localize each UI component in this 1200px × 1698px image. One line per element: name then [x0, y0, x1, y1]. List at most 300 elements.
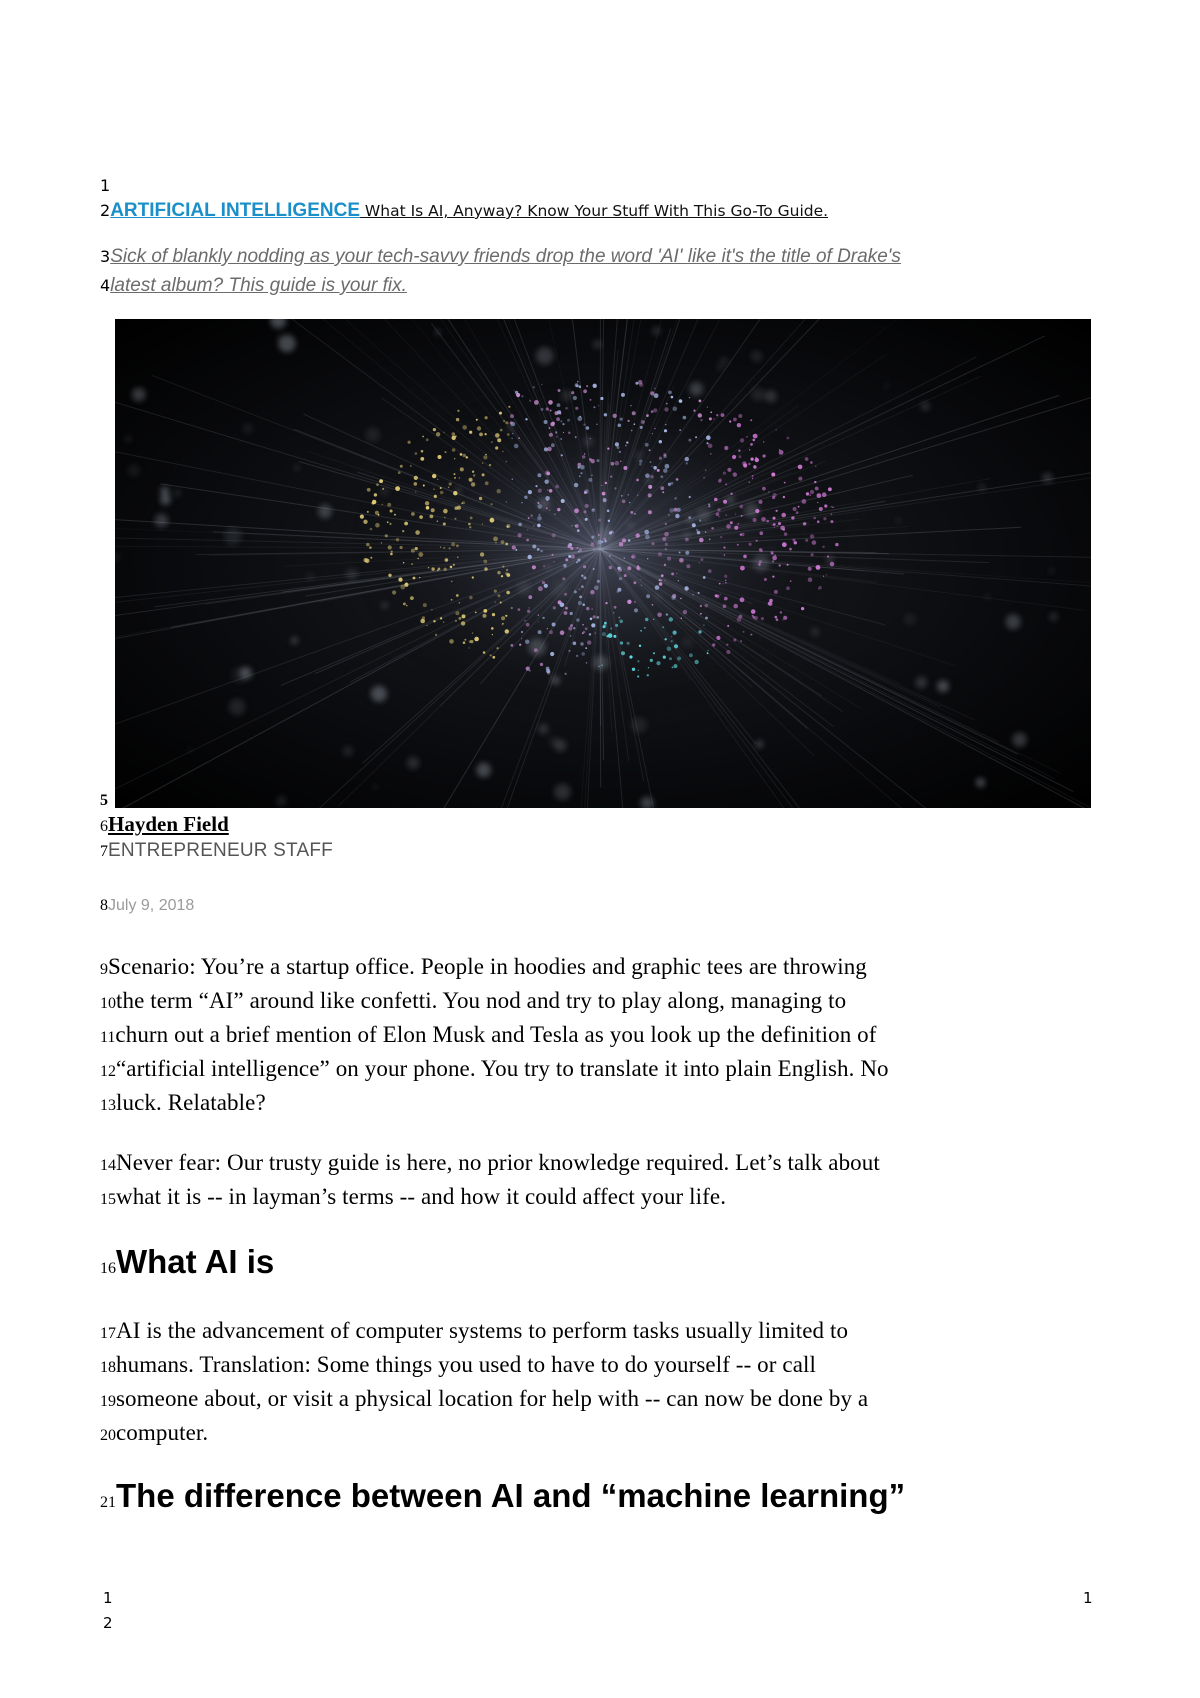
line-number: 6: [100, 818, 108, 835]
brain-particle: [822, 492, 827, 497]
brain-particle: [612, 531, 614, 533]
brain-particle: [718, 479, 722, 483]
brain-particle: [531, 514, 533, 516]
line-20: [100, 1420, 208, 1446]
brain-particle: [615, 461, 620, 466]
brain-particle: [375, 511, 379, 515]
brain-particle: [660, 475, 663, 478]
brain-particle: [636, 533, 640, 537]
brain-particle: [419, 515, 423, 519]
brain-particle: [518, 533, 522, 537]
brain-particle: [438, 455, 442, 459]
brain-particle: [707, 650, 709, 652]
brain-particle: [382, 488, 384, 490]
brain-particle: [537, 502, 539, 504]
line-2: [100, 200, 828, 222]
brain-particle: [507, 433, 510, 436]
bokeh-light: [717, 365, 722, 370]
brain-particle: [640, 630, 642, 632]
brain-particle: [749, 543, 752, 546]
brain-particle: [540, 550, 543, 553]
brain-particle: [562, 423, 564, 425]
brain-particle: [648, 493, 652, 497]
brain-particle: [666, 613, 668, 615]
brain-particle: [497, 489, 501, 493]
brain-particle: [469, 596, 472, 599]
brain-particle: [492, 613, 495, 616]
brain-particle: [494, 590, 497, 593]
line-number: 21: [100, 1494, 116, 1511]
brain-particle: [673, 407, 678, 412]
brain-particle: [415, 530, 420, 535]
dek-link[interactable]: Sick of blankly nodding as your tech-savvy friends drop the word 'AI' like it's the title of Drake's: [110, 246, 901, 267]
brain-particle: [726, 524, 731, 529]
brain-particle: [461, 503, 462, 504]
brain-particle: [683, 416, 687, 420]
brain-particle: [437, 479, 438, 480]
bokeh-light: [343, 746, 354, 757]
brain-particle: [724, 554, 726, 556]
brain-particle: [543, 565, 545, 567]
brain-particle: [784, 532, 787, 535]
brain-particle: [664, 564, 666, 566]
bokeh-light: [318, 505, 332, 519]
line-21: [100, 1477, 905, 1515]
footer-number-left: 1: [103, 1589, 113, 1607]
brain-particle: [743, 631, 745, 633]
brain-particle: [512, 545, 516, 549]
brain-particle: [827, 556, 829, 558]
brain-particle: [577, 381, 578, 382]
brain-particle: [390, 553, 393, 556]
brain-particle: [647, 674, 649, 676]
bokeh-light: [765, 390, 777, 402]
brain-particle: [578, 551, 580, 553]
line-10: [100, 988, 846, 1014]
line-number: 11: [100, 1029, 116, 1046]
brain-particle: [620, 641, 623, 644]
bokeh-light: [1006, 614, 1021, 629]
brain-particle: [634, 423, 636, 425]
bokeh-light: [976, 778, 985, 787]
brain-particle: [809, 494, 811, 496]
brain-particle: [754, 616, 758, 620]
brain-particle: [772, 556, 777, 561]
brain-particle: [733, 604, 738, 609]
brain-particle: [614, 487, 616, 489]
brain-particle: [647, 558, 648, 559]
brain-particle: [557, 508, 560, 511]
brain-particle: [497, 571, 500, 574]
brain-particle: [700, 419, 702, 421]
brain-particle: [583, 565, 586, 568]
brain-particle: [618, 617, 620, 619]
brain-particle: [585, 504, 589, 508]
brain-particle: [663, 469, 667, 473]
brain-particle: [699, 538, 704, 543]
brain-particle: [466, 456, 468, 458]
brain-particle: [798, 477, 802, 481]
brain-particle: [581, 652, 585, 656]
brain-particle: [568, 545, 571, 548]
line-17: [100, 1318, 848, 1344]
brain-particle: [780, 611, 782, 613]
brain-particle: [560, 438, 562, 440]
brain-particle: [644, 530, 649, 535]
brain-particle: [773, 523, 776, 526]
article-title-link[interactable]: What Is AI, Anyway? Know Your Stuff With This Go-To Guide.: [360, 202, 829, 220]
brain-particle: [526, 539, 529, 542]
brain-particle: [755, 458, 759, 462]
brain-particle: [568, 650, 570, 652]
brain-particle: [674, 497, 677, 500]
brain-particle: [754, 465, 756, 467]
brain-particle: [415, 491, 416, 492]
bokeh-light: [371, 686, 387, 702]
line-7: [100, 840, 333, 862]
brain-particle: [582, 455, 585, 458]
brain-particle: [759, 548, 762, 551]
brain-particle: [483, 560, 487, 564]
brain-particle: [823, 576, 824, 577]
brain-particle: [679, 399, 683, 403]
brain-particle: [586, 662, 588, 664]
dek-link-continued[interactable]: latest album? This guide is your fix.: [110, 275, 407, 296]
brain-particle: [601, 485, 602, 486]
brain-particle: [610, 476, 612, 478]
brain-particle: [628, 420, 630, 422]
brain-particle: [664, 580, 665, 581]
brain-particle: [505, 543, 508, 546]
line-12: [100, 1056, 889, 1082]
brain-particle: [545, 480, 549, 484]
line-number: 3: [100, 247, 111, 266]
brain-particle: [550, 652, 554, 656]
brain-particle: [689, 653, 693, 657]
brain-particle: [472, 576, 474, 578]
brain-particle: [469, 431, 472, 434]
brain-particle: [708, 504, 710, 506]
brain-particle: [594, 586, 599, 591]
brain-particle: [657, 613, 662, 618]
brain-particle: [571, 525, 572, 526]
line-4: [100, 275, 407, 297]
brain-particle: [746, 436, 748, 438]
brain-particle: [411, 549, 415, 553]
brain-particle: [720, 536, 722, 538]
brain-particle: [483, 651, 486, 654]
section-heading: What AI is: [116, 1243, 275, 1280]
brain-particle: [468, 523, 471, 526]
brain-particle: [501, 540, 505, 544]
brain-particle: [817, 520, 820, 523]
brain-particle: [673, 631, 677, 635]
brain-particle: [514, 444, 519, 449]
brain-particle: [717, 508, 720, 511]
line-14: [100, 1150, 880, 1176]
brain-particle: [650, 461, 652, 463]
brain-particle: [808, 567, 812, 571]
brain-particle: [620, 461, 621, 462]
brain-particle: [434, 495, 437, 498]
bokeh-light: [937, 680, 949, 692]
brain-particle: [620, 418, 623, 421]
line-16: [100, 1243, 274, 1281]
brain-particle: [510, 421, 513, 424]
brain-particle: [716, 414, 718, 416]
brain-particle: [781, 513, 786, 518]
paragraph-text: Never fear: Our trusty guide is here, no prior knowledge required. Let’s talk about: [116, 1150, 880, 1175]
brain-particle: [555, 431, 557, 433]
brain-particle: [716, 512, 720, 516]
brain-particle: [379, 479, 383, 483]
brain-particle: [574, 483, 578, 487]
brain-particle: [676, 478, 679, 481]
line-13: [100, 1090, 266, 1116]
line-18: [100, 1352, 816, 1378]
brain-particle: [617, 591, 619, 593]
brain-particle: [810, 534, 814, 538]
brain-particle: [440, 617, 442, 619]
bokeh-light: [229, 699, 246, 716]
brain-particle: [759, 500, 763, 504]
brain-particle: [815, 487, 819, 491]
brain-particle: [550, 422, 554, 426]
brain-particle: [730, 521, 733, 524]
brain-particle: [449, 547, 451, 549]
brain-particle: [443, 432, 444, 433]
brain-particle: [596, 424, 597, 425]
brain-particle: [411, 563, 413, 565]
footer-number-left-secondary: 2: [103, 1614, 113, 1632]
brain-particle: [732, 455, 736, 459]
brain-particle: [817, 493, 822, 498]
brain-particle: [592, 509, 594, 511]
brain-particle: [686, 564, 690, 568]
brain-particle: [703, 477, 705, 479]
brain-particle: [505, 615, 507, 617]
brain-particle: [636, 479, 639, 482]
brain-particle: [436, 432, 440, 436]
brain-particle: [652, 604, 654, 606]
brain-particle: [581, 585, 584, 588]
brain-particle: [650, 475, 653, 478]
brain-particle: [453, 564, 455, 566]
brain-particle: [549, 489, 553, 493]
brain-particle: [538, 621, 539, 622]
paragraph-text: luck. Relatable?: [116, 1090, 266, 1115]
brain-particle: [398, 471, 401, 474]
brain-particle: [443, 509, 448, 514]
brain-particle: [415, 547, 418, 550]
brain-particle: [510, 414, 514, 418]
brain-particle: [515, 549, 517, 551]
bokeh-light: [276, 796, 286, 806]
brain-particle: [404, 522, 408, 526]
brain-particle: [575, 525, 577, 527]
brain-particle: [753, 439, 756, 442]
brain-particle: [580, 642, 583, 645]
brain-particle: [445, 451, 447, 453]
category-link[interactable]: ARTIFICIAL INTELLIGENCE: [110, 200, 360, 221]
brain-particle: [457, 557, 458, 558]
brain-particle: [725, 484, 727, 486]
brain-particle: [609, 566, 613, 570]
brain-particle: [594, 632, 596, 634]
brain-particle: [370, 557, 372, 559]
brain-particle: [435, 634, 437, 636]
line-number: 9: [100, 961, 108, 978]
brain-particle: [475, 612, 477, 614]
brain-particle: [443, 547, 445, 549]
brain-particle: [433, 428, 436, 431]
brain-particle: [484, 433, 486, 435]
brain-particle: [556, 436, 558, 438]
brain-particle: [568, 432, 571, 435]
brain-particle: [665, 543, 668, 546]
brain-particle: [609, 531, 612, 534]
brain-particle: [597, 580, 600, 583]
author-link[interactable]: Hayden Field: [108, 812, 229, 836]
bokeh-light: [132, 388, 146, 402]
brain-particle: [648, 510, 652, 514]
brain-particle: [367, 488, 371, 492]
brain-particle: [557, 403, 561, 407]
brain-particle: [372, 500, 376, 504]
brain-particle: [497, 594, 500, 597]
brain-particle: [723, 472, 726, 475]
brain-particle: [422, 436, 424, 438]
brain-particle: [570, 612, 573, 615]
brain-particle: [645, 443, 649, 447]
brain-particle: [756, 540, 758, 542]
brain-particle: [491, 627, 494, 630]
brain-particle: [740, 566, 745, 571]
brain-particle: [521, 502, 522, 503]
brain-particle: [502, 451, 504, 453]
brain-particle: [456, 594, 459, 597]
brain-particle: [772, 560, 774, 562]
brain-particle: [753, 518, 757, 522]
brain-particle: [627, 566, 631, 570]
brain-particle: [462, 614, 466, 618]
brain-particle: [685, 551, 689, 555]
brain-particle: [699, 400, 702, 403]
brain-particle: [418, 558, 419, 559]
brain-particle: [593, 549, 595, 551]
brain-particle: [561, 454, 563, 456]
brain-particle: [600, 397, 603, 400]
brain-particle: [553, 606, 556, 609]
line-19: [100, 1386, 868, 1412]
bokeh-light: [407, 757, 419, 769]
bokeh-light: [719, 356, 729, 366]
brain-particle: [740, 438, 744, 442]
brain-particle: [558, 389, 561, 392]
line-3: [100, 246, 901, 268]
brain-particle: [542, 581, 545, 584]
line-8: [100, 897, 194, 915]
line-number: 16: [100, 1260, 116, 1277]
brain-particle: [423, 485, 425, 487]
brain-particle: [577, 416, 582, 421]
brain-particle: [542, 617, 544, 619]
brain-particle: [485, 416, 488, 419]
brain-particle: [779, 564, 781, 566]
brain-particle: [669, 657, 672, 660]
bokeh-light: [896, 518, 901, 523]
brain-particle: [789, 548, 792, 551]
brain-particle: [737, 523, 739, 525]
brain-particle: [705, 617, 708, 620]
brain-particle: [831, 506, 833, 508]
brain-particle: [440, 491, 444, 495]
brain-particle: [686, 462, 688, 464]
brain-particle: [688, 516, 691, 519]
bokeh-light: [549, 736, 559, 746]
brain-particle: [659, 457, 662, 460]
brain-particle: [410, 465, 411, 466]
brain-particle: [437, 569, 439, 571]
brain-particle: [818, 586, 821, 589]
brain-particle: [743, 555, 747, 559]
brain-particle: [560, 603, 565, 608]
bokeh-light: [751, 388, 764, 401]
brain-particle: [464, 639, 466, 641]
paragraph-text: the term “AI” around like confetti. You nod and try to play along, managing to: [116, 988, 847, 1013]
brain-particle: [629, 502, 630, 503]
brain-particle: [455, 435, 457, 437]
brain-particle: [626, 441, 628, 443]
brain-particle: [622, 539, 626, 543]
brain-particle: [751, 458, 754, 461]
brain-particle: [761, 517, 766, 522]
brain-particle: [575, 436, 577, 438]
brain-particle: [571, 391, 574, 394]
brain-particle: [749, 481, 751, 483]
brain-particle: [640, 426, 643, 429]
brain-particle: [482, 614, 486, 618]
brain-particle: [391, 551, 393, 553]
brain-particle: [714, 498, 718, 502]
brain-particle: [632, 411, 636, 415]
brain-particle: [706, 435, 711, 440]
brain-particle: [639, 645, 641, 647]
brain-particle: [423, 603, 427, 607]
brain-particle: [580, 472, 582, 474]
brain-particle: [521, 638, 522, 639]
brain-particle: [485, 454, 486, 455]
bokeh-light: [985, 594, 990, 599]
brain-particle: [518, 523, 522, 527]
brain-particle: [388, 574, 391, 577]
brain-particle: [737, 423, 741, 427]
brain-particle: [538, 614, 539, 615]
brain-particle: [589, 458, 592, 461]
brain-particle: [684, 586, 688, 590]
brain-particle: [598, 519, 601, 522]
bokeh-light: [224, 528, 241, 545]
brain-particle: [552, 533, 556, 537]
brain-particle: [609, 555, 611, 557]
brain-particle: [768, 602, 772, 606]
brain-particle: [787, 437, 790, 440]
brain-particle: [637, 675, 639, 677]
brain-particle: [636, 566, 640, 570]
brain-particle: [586, 426, 590, 430]
brain-particle: [618, 424, 622, 428]
brain-particle: [584, 453, 585, 454]
